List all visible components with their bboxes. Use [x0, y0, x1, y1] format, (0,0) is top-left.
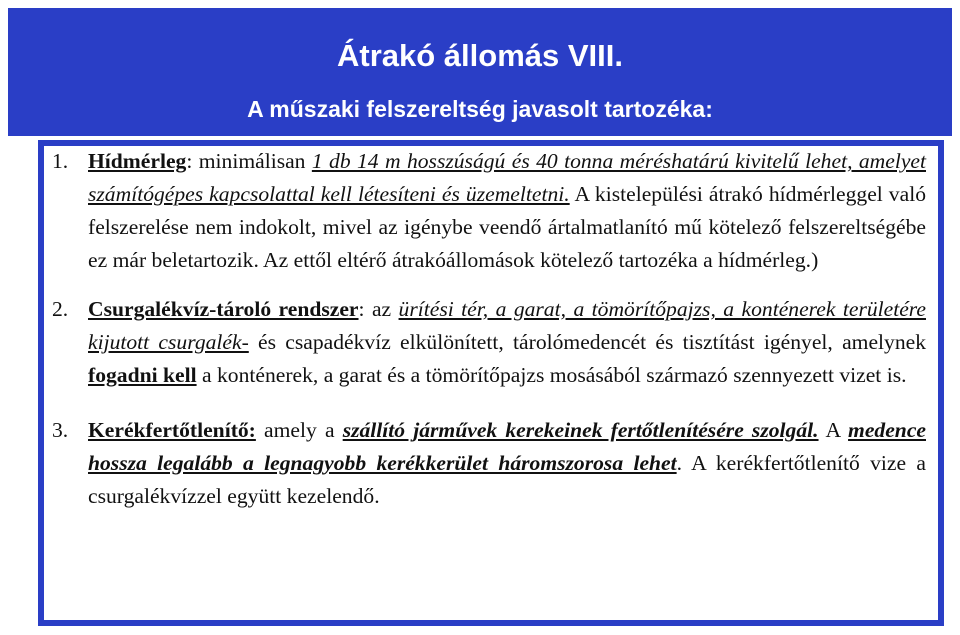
slide-title: Átrakó állomás VIII.: [337, 38, 623, 73]
item-text: a konténerek, a garat és a tömörítőpajzs mosásából származó szennyezett vizet is.: [196, 363, 907, 387]
item-emphasis: szállító járművek kerekeinek fertőtlenítésére szolgál.: [342, 418, 819, 442]
item-number: 2.: [52, 297, 69, 321]
item-number: 3.: [52, 418, 69, 442]
list-item-csurgalekviz: [52, 293, 926, 392]
item-text: A kistelepülési átrakó hídmérleggel való felszerelése nem indokolt, mivel az igénybe veendő ártalmatlanító mű kötelező felszereltségébe ez már beletartozik. Az ettől eltérő átrakóállomások kötelező tartozéka a hídmérleg.): [88, 182, 926, 272]
item-text: és csapadékvíz elkülönített, tárolómedencét és tisztítást igényel, amelynek: [248, 330, 927, 354]
list-item-hidmerleg: [52, 145, 926, 277]
item-term-separator: :: [358, 297, 365, 321]
item-emphasis-bold: fogadni kell: [88, 363, 197, 387]
item-term: Csurgalékvíz-tároló rendszer: [88, 297, 359, 321]
content-body: [52, 145, 926, 513]
item-text: A: [818, 418, 849, 442]
item-number: 1.: [52, 149, 69, 173]
item-text: . A kerékfertőtlenítő vize a csurgalékvízzel együtt kezelendő.: [88, 451, 926, 508]
item-emphasis: ürítési tér, a garat, a tömörítőpajzs, a konténerek területére kijutott csurgalék-: [88, 297, 926, 354]
title-banner: [8, 8, 952, 136]
item-text: amely a: [255, 418, 343, 442]
slide-subtitle: A műszaki felszereltség javasolt tartozéka:: [247, 96, 713, 122]
item-text: minimálisan: [192, 149, 312, 173]
list-item-kerekfertotlenito: [52, 414, 926, 513]
item-emphasis: 1 db 14 m hosszúságú és 40 tonna méréshatárú kivitelű lehet, amelyet számítógépes kapcsolattal kell létesíteni és üzemeltetni.: [88, 149, 926, 206]
item-emphasis: medence hossza legalább a legnagyobb kerékkerület háromszorosa lehet: [88, 418, 926, 475]
item-term-separator: :: [186, 149, 193, 173]
item-text: az: [364, 297, 399, 321]
item-term: Hídmérleg: [88, 149, 187, 173]
item-term: Kerékfertőtlenítő:: [88, 418, 256, 442]
